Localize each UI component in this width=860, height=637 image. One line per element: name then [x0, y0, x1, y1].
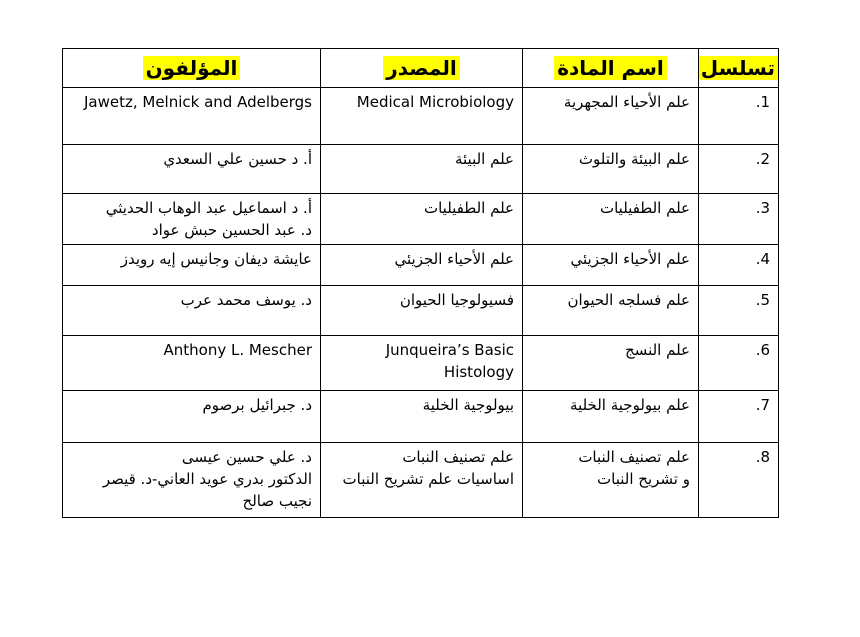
header-cell-source	[321, 49, 523, 88]
subject-line: علم الأحياء الجزيئي	[570, 250, 690, 268]
authors-line: د. علي حسين عيسى	[181, 448, 312, 466]
header-cell-subject	[523, 49, 699, 88]
seq-number: .6	[755, 341, 770, 359]
subject-cell	[523, 194, 699, 245]
seq-cell	[699, 336, 779, 391]
source-cell	[321, 286, 523, 336]
table-row	[63, 145, 779, 194]
seq-number: .1	[755, 93, 770, 111]
authors-line: د. عبد الحسين حبش عواد	[151, 221, 312, 239]
subject-cell	[523, 336, 699, 391]
seq-cell	[699, 443, 779, 518]
authors-line: أ. د اسماعيل عبد الوهاب الحديثي	[105, 199, 312, 217]
seq-cell	[699, 194, 779, 245]
source-cell	[321, 245, 523, 286]
subject-line: علم البيئة والتلوث	[578, 150, 690, 168]
seq-number: .3	[755, 199, 770, 217]
source-cell	[321, 443, 523, 518]
subject-line: علم الطفيليات	[599, 199, 690, 217]
header-row	[63, 49, 779, 88]
authors-cell	[63, 194, 321, 245]
header-cell-seq	[699, 49, 779, 88]
authors-line: د. جبرائيل برصوم	[202, 396, 312, 414]
subject-line: علم فسلجه الحيوان	[567, 291, 690, 309]
table-row	[63, 391, 779, 443]
source-line: Histology	[443, 363, 514, 381]
table-row	[63, 194, 779, 245]
seq-number: .4	[755, 250, 770, 268]
source-cell	[321, 194, 523, 245]
subject-line: علم بيولوجية الخلية	[570, 396, 690, 414]
authors-cell	[63, 336, 321, 391]
header-seq-label: تسلسل	[699, 56, 779, 80]
seq-cell	[699, 391, 779, 443]
source-line: فسيولوجيا الحيوان	[399, 291, 514, 309]
source-line: علم تصنيف النبات	[402, 448, 514, 466]
authors-line: عايشة ديفان وجانيس إيه رويدز	[120, 250, 312, 268]
seq-number: .7	[755, 396, 770, 414]
source-cell	[321, 88, 523, 145]
source-line: علم الطفيليات	[423, 199, 514, 217]
authors-line: الدكتور بدري عويد العاني-د. قيصر	[102, 470, 312, 488]
authors-line: نجيب صالح	[242, 492, 312, 510]
subject-cell	[523, 145, 699, 194]
source-line: اساسيات علم تشريح النبات	[342, 470, 514, 488]
subject-line: و تشريح النبات	[597, 470, 690, 488]
seq-number: .2	[755, 150, 770, 168]
source-cell	[321, 391, 523, 443]
table-row	[63, 286, 779, 336]
authors-line: Jawetz, Melnick and Adelbergs	[83, 93, 312, 111]
header-cell-authors	[63, 49, 321, 88]
seq-cell	[699, 245, 779, 286]
authors-line: Anthony L. Mescher	[163, 341, 312, 359]
seq-cell	[699, 286, 779, 336]
subject-cell	[523, 88, 699, 145]
authors-cell	[63, 443, 321, 518]
table-row	[63, 245, 779, 286]
source-cell	[321, 336, 523, 391]
subject-line: علم تصنيف النبات	[578, 448, 690, 466]
table-row	[63, 443, 779, 518]
authors-cell	[63, 145, 321, 194]
authors-cell	[63, 88, 321, 145]
subject-cell	[523, 391, 699, 443]
source-line: بيولوجية الخلية	[422, 396, 514, 414]
header-authors-label: المؤلفون	[143, 56, 241, 80]
subject-cell	[523, 245, 699, 286]
subject-line: علم الأحياء المجهرية	[563, 93, 690, 111]
seq-number: .5	[755, 291, 770, 309]
subject-cell	[523, 286, 699, 336]
header-source-label: المصدر	[383, 56, 460, 80]
table-body	[63, 88, 779, 518]
source-line: علم البيئة	[454, 150, 514, 168]
subject-line: علم النسج	[625, 341, 690, 359]
subject-cell	[523, 443, 699, 518]
source-line: Junqueira’s Basic	[385, 341, 514, 359]
authors-line: أ. د حسين علي السعدي	[163, 150, 312, 168]
header-subject-label: اسم المادة	[554, 56, 667, 80]
seq-cell	[699, 88, 779, 145]
source-cell	[321, 145, 523, 194]
seq-cell	[699, 145, 779, 194]
seq-number: .8	[755, 448, 770, 466]
authors-cell	[63, 286, 321, 336]
authors-cell	[63, 245, 321, 286]
authors-cell	[63, 391, 321, 443]
books-table	[62, 48, 779, 518]
source-line: Medical Microbiology	[356, 93, 514, 111]
table-row	[63, 336, 779, 391]
table-row	[63, 88, 779, 145]
authors-line: د. يوسف محمد عرب	[180, 291, 312, 309]
source-line: علم الأحياء الجزيئي	[394, 250, 514, 268]
